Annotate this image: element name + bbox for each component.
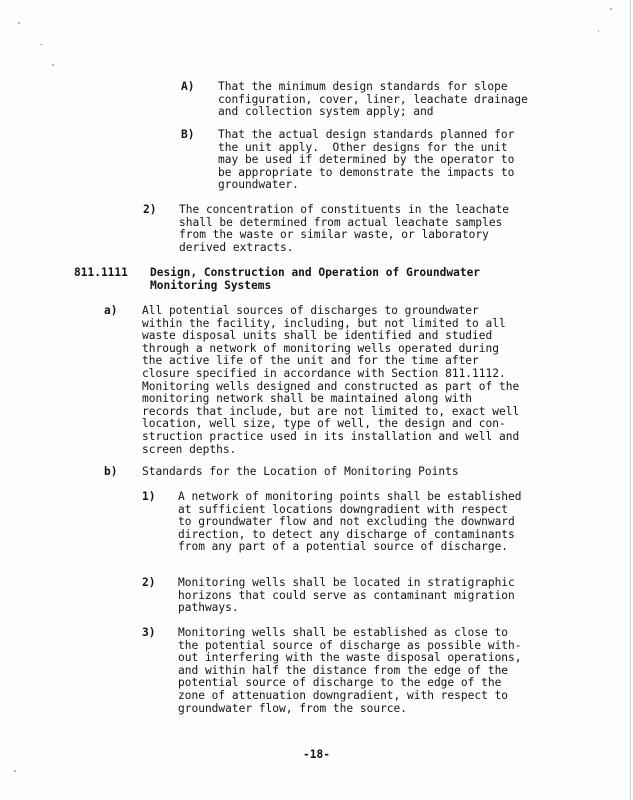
item-text-2: The concentration of constituents in the leachate shall be determined from actual leachate samples from the waste or similar waste, or laboratory derived extracts. — [179, 203, 510, 254]
subsection-text-a: All potential sources of discharges to groundwater within the facility, including, but not limited to all waste disposal units shall be identified and studied through a network of monitoring wells operated during the active life of the unit and for the time after closure specified in accordance with Section 811.1112. Monitoring wells designed and constructed as part of the monitoring network shall be maintained along with records that include, but are not limited to, exact well location, well size, type of well, the design and con- struction practice used in its installation and well and screen depths. — [142, 304, 520, 456]
subsection-label-b: b) — [104, 465, 118, 478]
scan-speck — [610, 8, 612, 10]
item-text-b: That the actual design standards planned for the unit apply. Other designs for the unit may be used if determined by the operator to be appropriate to demonstrate the impacts to groundwater. — [218, 128, 515, 192]
item-text-a: That the minimum design standards for slope configuration, cover, liner, leachate drainage and collection system apply; and — [218, 80, 528, 119]
point-text-1: A network of monitoring points shall be established at sufficient locations downgradient with respect to groundwater flow and not excluding the downward direction, to detect any discharge of contaminants from any part of a potential source of discharge. — [178, 490, 522, 554]
point-text-3: Monitoring wells shall be established as close to the potential source of discharge as possible with- out interfering with the waste disposal operations, and within half the distance from the edge of the potential source of discharge to the edge of the zone of attenuation downgradient, with respect to groundwater flow, from the source. — [178, 626, 522, 715]
section-title: Design, Construction and Operation of Groundwater Monitoring Systems — [150, 266, 481, 292]
scan-speck — [52, 64, 54, 66]
scan-speck — [598, 30, 599, 32]
section-number: 811.1111 — [74, 266, 128, 279]
item-label-b: B) — [181, 128, 195, 141]
point-label-1: 1) — [142, 490, 156, 503]
point-label-2: 2) — [142, 576, 156, 589]
item-label-2: 2) — [143, 203, 157, 216]
scan-speck — [40, 44, 42, 45]
item-label-a: A) — [181, 80, 195, 93]
subsection-label-a: a) — [104, 304, 118, 317]
scan-speck — [14, 770, 16, 772]
page-number: -18- — [303, 748, 330, 761]
scan-edge-line — [630, 0, 631, 800]
subsection-text-b: Standards for the Location of Monitoring Points — [142, 465, 459, 478]
point-label-3: 3) — [142, 626, 156, 639]
point-text-2: Monitoring wells shall be located in stratigraphic horizons that could serve as contaminant migration pathways. — [178, 576, 515, 615]
scan-speck — [18, 22, 20, 24]
